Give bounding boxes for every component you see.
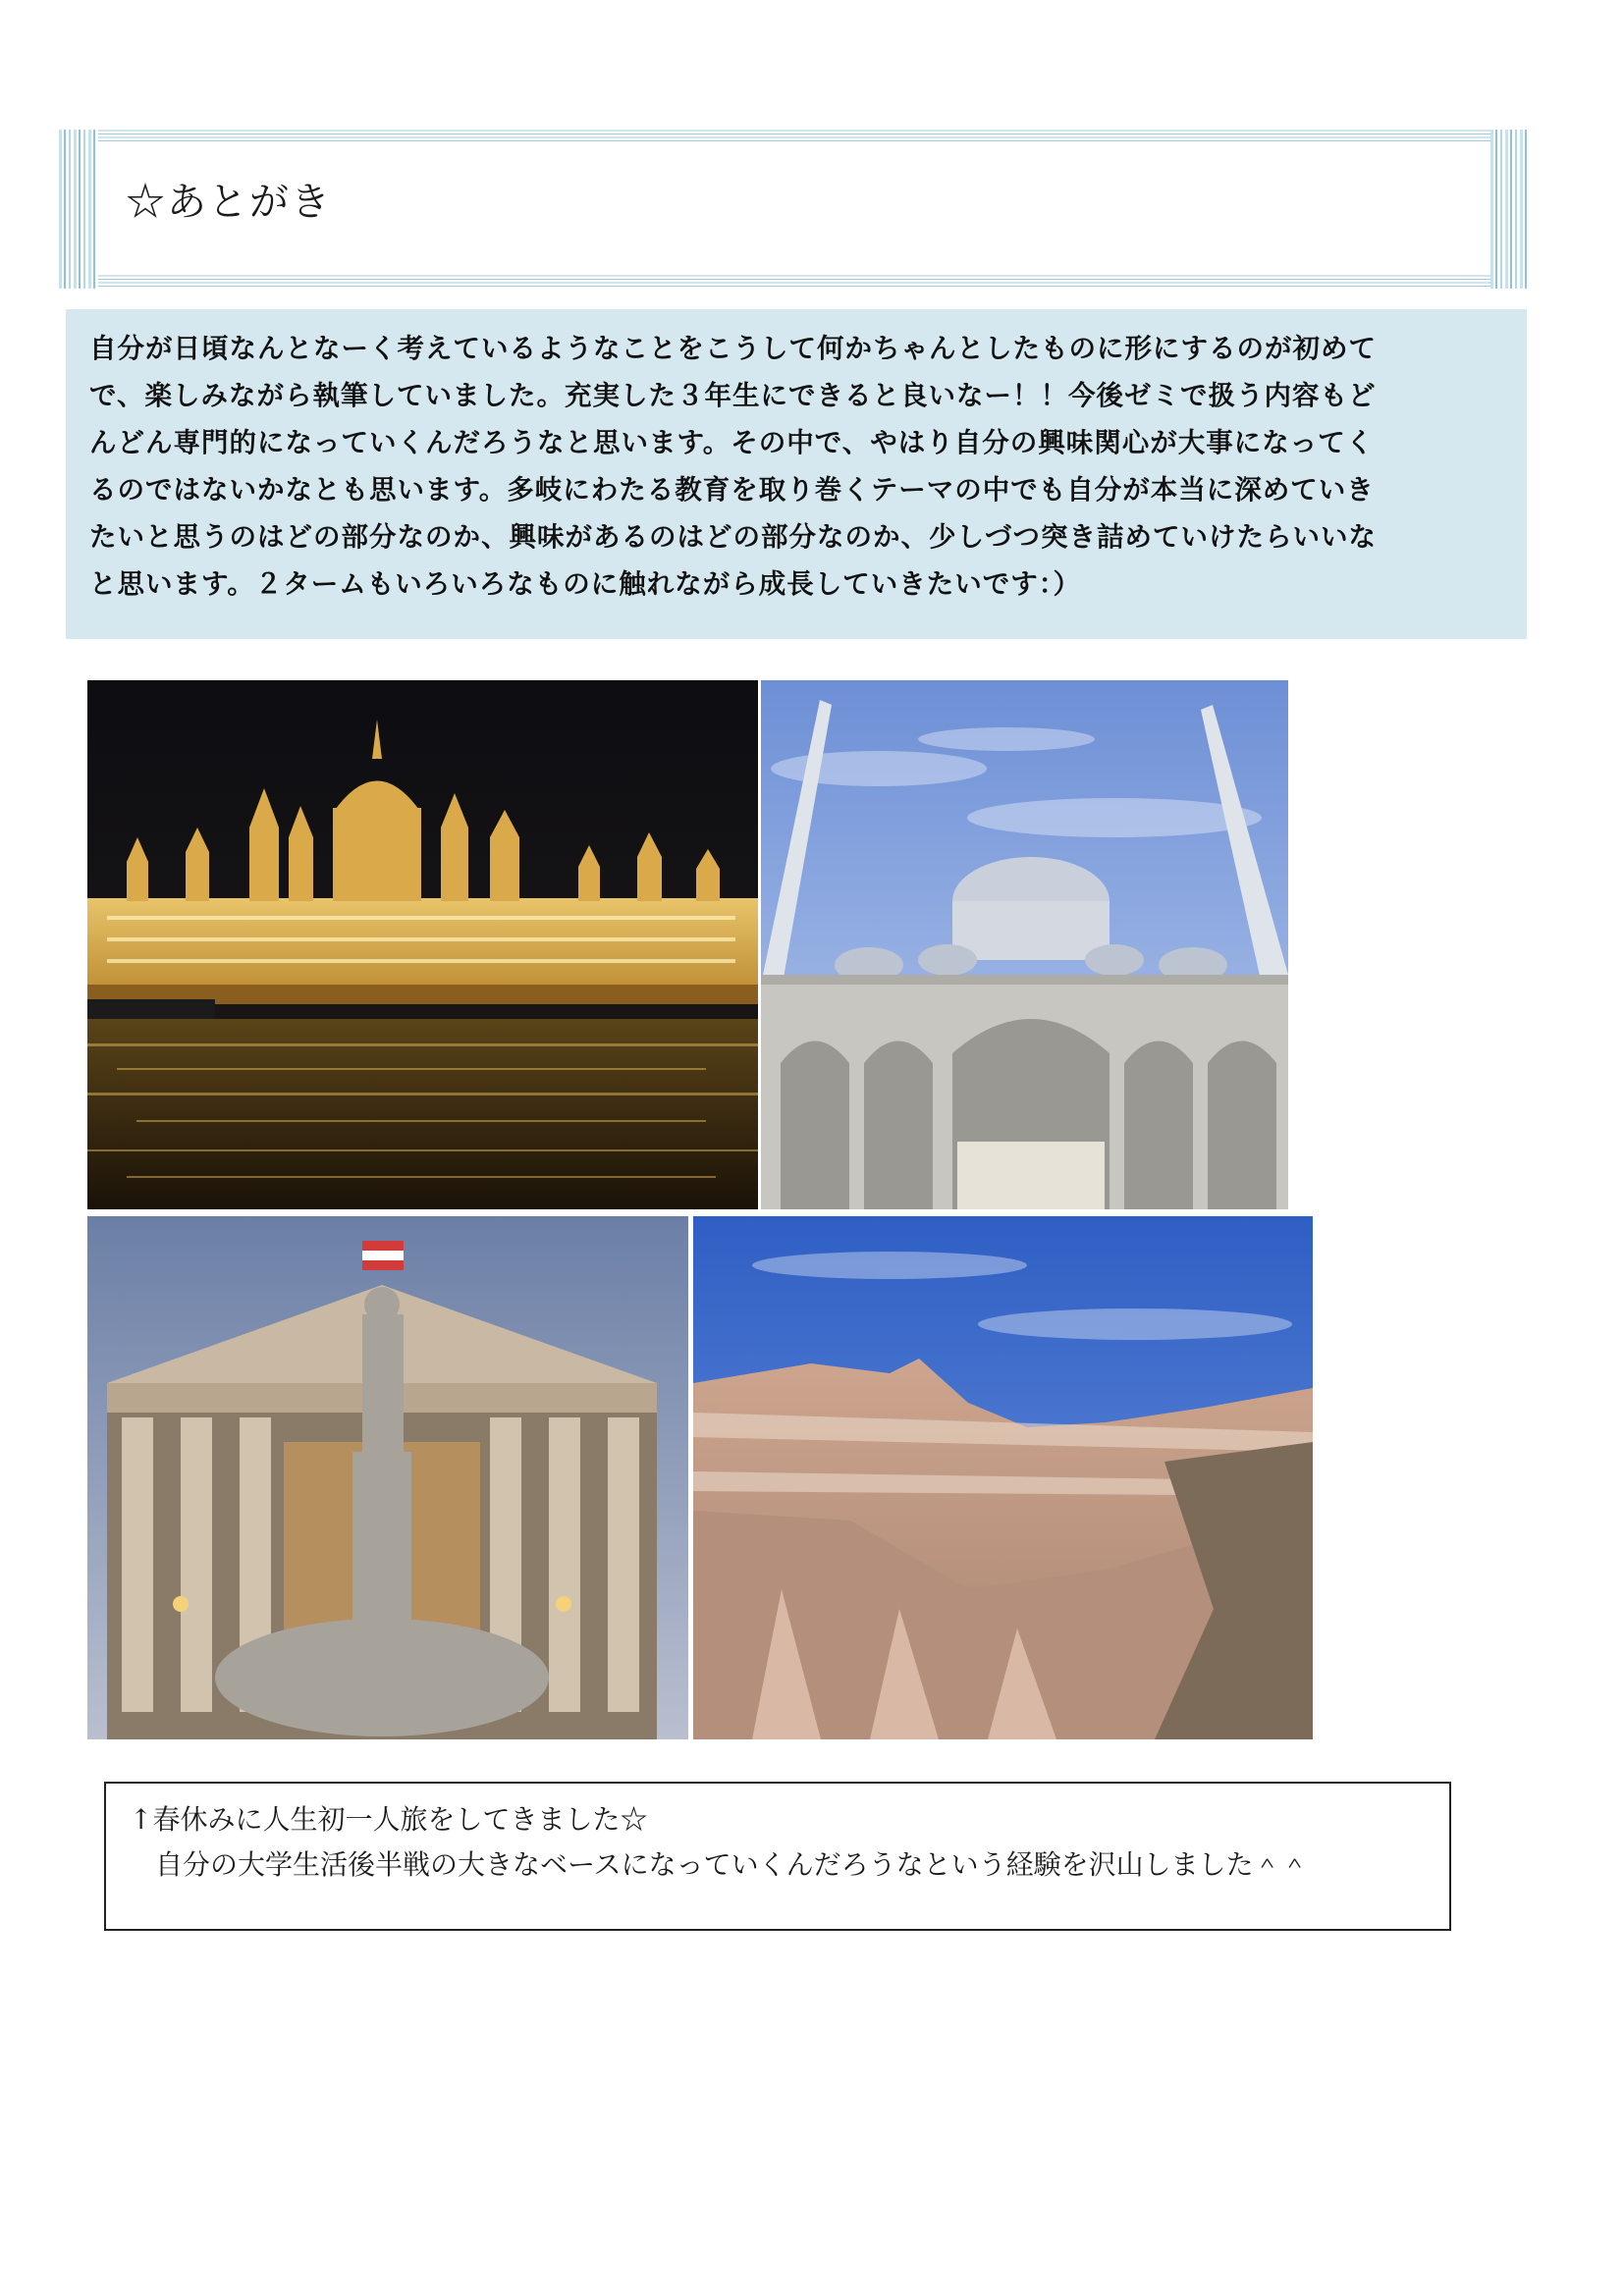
frame-border-bottom <box>59 275 1530 289</box>
body-line: で、楽しみながら執筆していました。充実した３年生にできると良いなー！！今後ゼミで扱う内容もど <box>89 380 1377 411</box>
rock-valley-photo <box>693 1216 1313 1739</box>
title-frame <box>59 130 1530 289</box>
travel-caption-box <box>104 1782 1451 1931</box>
body-line: 自分が日頃なんとなーく考えているようなことをこうして何かちゃんとしたものに形にするのが初めて <box>89 333 1377 364</box>
body-line: るのではないかなとも思います。多岐にわたる教育を取り巻くテーマの中でも自分が本当に深めていき <box>89 474 1375 506</box>
body-line: と思います。２タームもいろいろなものに触れながら成長していきたいです：） <box>89 568 1082 600</box>
body-line: たいと思うのはどの部分なのか、興味があるのはどの部分なのか、少しづつ突き詰めていけたらいいな <box>89 521 1377 553</box>
parliament-night-photo <box>87 680 758 1209</box>
body-line: んどん専門的になっていくんだろうなと思います。その中で、やはり自分の興味関心が大事になってく <box>89 427 1375 458</box>
frame-border-right <box>1490 130 1530 289</box>
caption-line: 自分の大学生活後半戦の大きなベースになっていくんだろうなという経験を沢山しました＾＾ <box>155 1848 1309 1881</box>
frame-border-top <box>59 130 1530 143</box>
caption-line: ↑春休みに人生初一人旅をしてきました☆ <box>130 1803 648 1836</box>
page-title: ☆あとがき <box>126 180 332 225</box>
afterword-text-box <box>66 309 1527 639</box>
mosque-photo <box>761 680 1288 1209</box>
athena-statue-photo <box>87 1216 688 1739</box>
frame-border-left <box>59 130 98 289</box>
